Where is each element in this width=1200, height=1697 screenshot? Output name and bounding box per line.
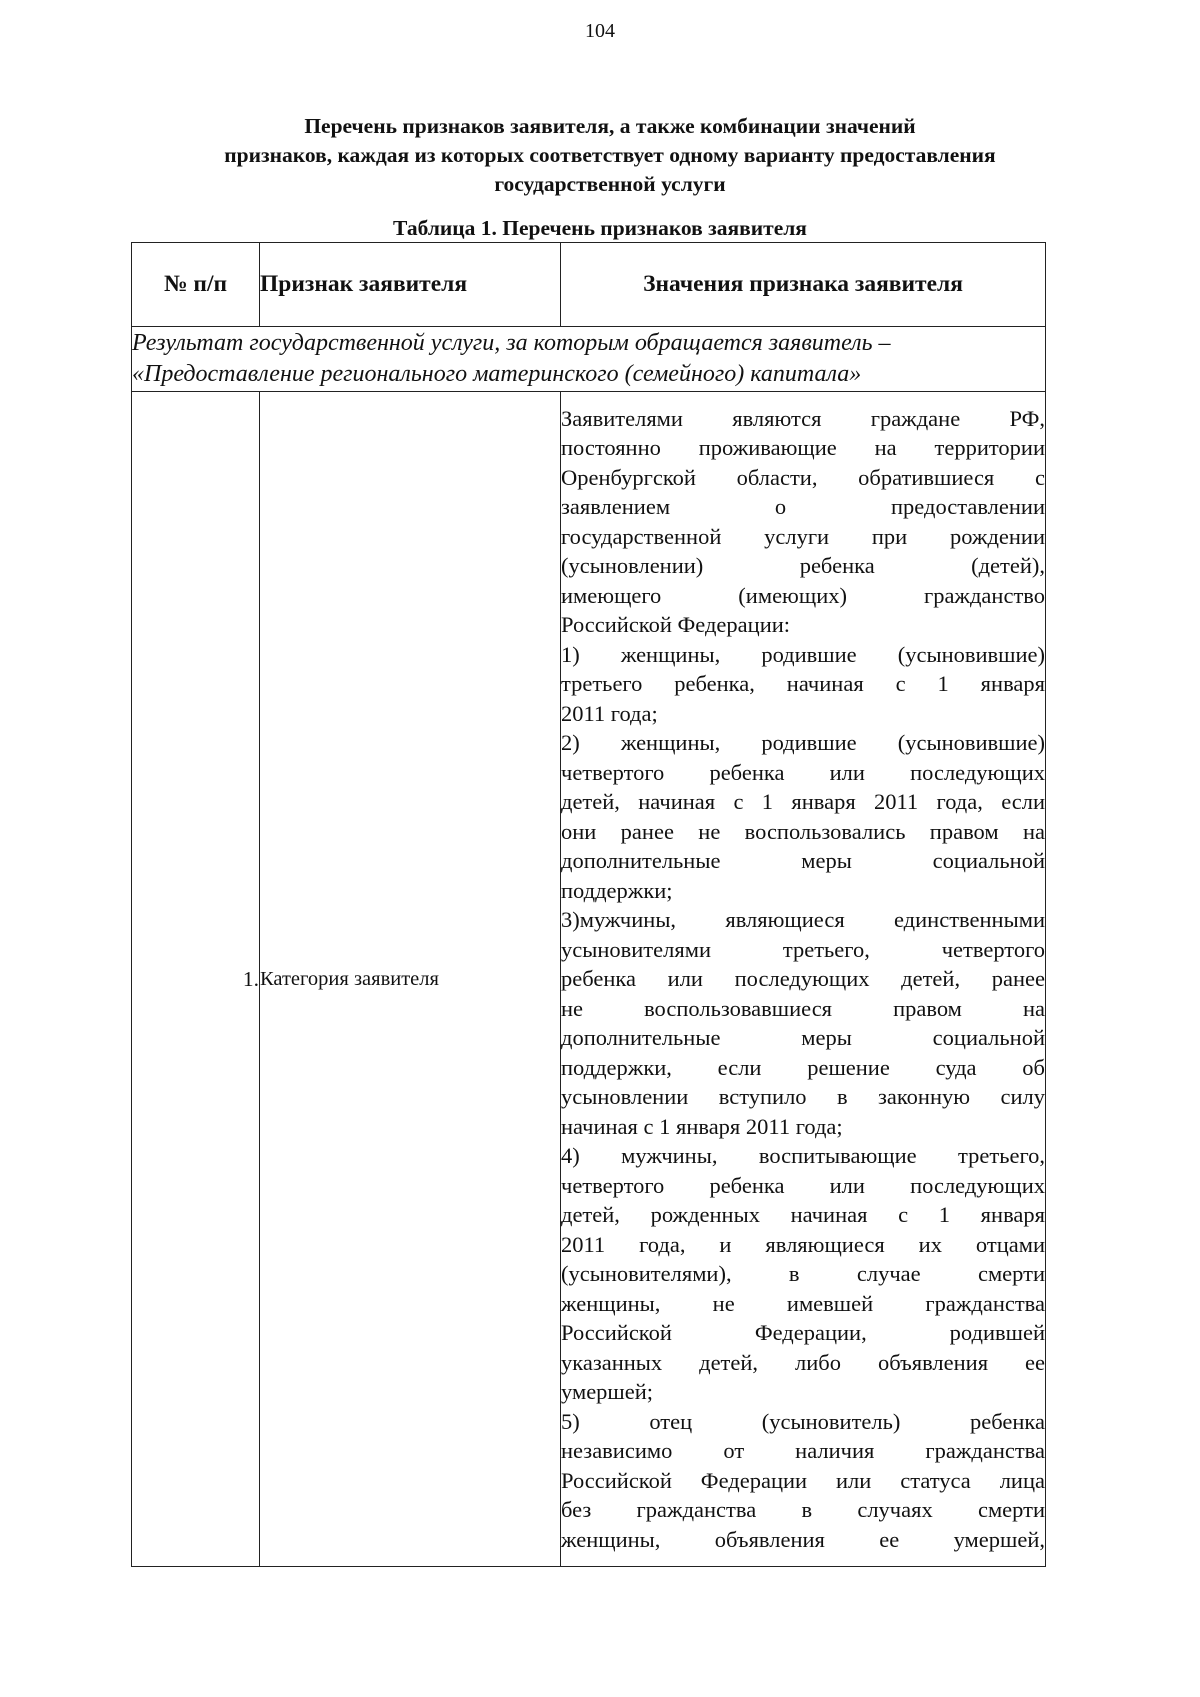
value-line: (усыновлении) ребенка (детей),	[561, 553, 1045, 579]
value-line: 5) отец (усыновитель) ребенка	[561, 1408, 1045, 1434]
page-number: 104	[585, 20, 615, 42]
table-header-row	[132, 243, 1046, 327]
value-line: 3)мужчины, являющиеся единственными	[561, 907, 1045, 933]
row-feature: Категория заявителя	[260, 392, 561, 1567]
section-row	[132, 327, 1046, 392]
row-values-text	[561, 404, 1045, 1555]
heading-line: признаков, каждая из которых соответствует одному варианту предоставления	[224, 143, 996, 167]
value-line: (усыновителями), в случае смерти	[561, 1261, 1045, 1287]
value-line: начиная с 1 января 2011 года;	[561, 1113, 843, 1139]
value-line: заявлением о предоставлении	[561, 494, 1045, 520]
value-line: Российской Федерации или статуса лица	[561, 1467, 1045, 1493]
document-heading	[110, 112, 1110, 199]
heading-line: Перечень признаков заявителя, а также комбинации значений	[304, 114, 916, 138]
value-line: женщины, не имевшей гражданства	[561, 1290, 1045, 1316]
value-line: 1) женщины, родившие (усыновившие)	[561, 641, 1045, 667]
heading-line: государственной услуги	[494, 172, 726, 196]
value-line: 4) мужчины, воспитывающие третьего,	[561, 1143, 1045, 1169]
value-line: дополнительные меры социальной	[561, 848, 1045, 874]
features-table	[131, 242, 1046, 1567]
section-title	[132, 327, 1046, 392]
value-line: они ранее не воспользовались правом на	[561, 818, 1045, 844]
value-line: государственной услуги при рождении	[561, 523, 1045, 549]
table-caption: Таблица 1. Перечень признаков заявителя	[393, 216, 807, 240]
value-line: независимо от наличия гражданства	[561, 1438, 1045, 1464]
value-line: умершей;	[561, 1379, 654, 1405]
value-line: 2) женщины, родившие (усыновившие)	[561, 730, 1045, 756]
value-line: ребенка или последующих детей, ранее	[561, 966, 1045, 992]
value-line: женщины, объявления ее умершей,	[561, 1526, 1045, 1552]
value-line: не воспользовавшиеся правом на	[561, 995, 1045, 1021]
value-line: постоянно проживающие на территории	[561, 435, 1045, 461]
value-line: поддержки;	[561, 877, 673, 903]
table-row	[132, 392, 1046, 1567]
value-line: поддержки, если решение суда об	[561, 1054, 1045, 1080]
value-line: Российской Федерации, родившей	[561, 1320, 1045, 1346]
value-line: 2011 года, и являющиеся их отцами	[561, 1231, 1045, 1257]
value-line: без гражданства в случаях смерти	[561, 1497, 1045, 1523]
value-line: Оренбургской области, обратившиеся с	[561, 464, 1045, 490]
value-line: усыновителями третьего, четвертого	[561, 936, 1045, 962]
value-line: Заявителями являются граждане РФ,	[561, 405, 1045, 431]
value-line: детей, начиная с 1 января 2011 года, если	[561, 789, 1045, 815]
value-line: имеющего (имеющих) гражданство	[561, 582, 1045, 608]
value-line: дополнительные меры социальной	[561, 1025, 1045, 1051]
value-line: 2011 года;	[561, 700, 658, 726]
header-values: Значения признака заявителя	[561, 243, 1046, 327]
value-line: Российской Федерации:	[561, 612, 791, 638]
header-feature: Признак заявителя	[260, 243, 561, 327]
section-title-line: «Предоставление регионального материнского (семейного) капитала»	[132, 361, 862, 387]
value-line: четвертого ребенка или последующих	[561, 759, 1045, 785]
header-number: № п/п	[132, 243, 260, 327]
value-line: третьего ребенка, начиная с 1 января	[561, 671, 1045, 697]
value-line: усыновлении вступило в законную силу	[561, 1084, 1045, 1110]
value-line: детей, рожденных начиная с 1 января	[561, 1202, 1045, 1228]
row-values	[561, 392, 1046, 1567]
value-line: указанных детей, либо объявления ее	[561, 1349, 1045, 1375]
row-number: 1.	[132, 392, 260, 1567]
section-title-line: Результат государственной услуги, за которым обращается заявитель –	[132, 330, 891, 356]
value-line: четвертого ребенка или последующих	[561, 1172, 1045, 1198]
